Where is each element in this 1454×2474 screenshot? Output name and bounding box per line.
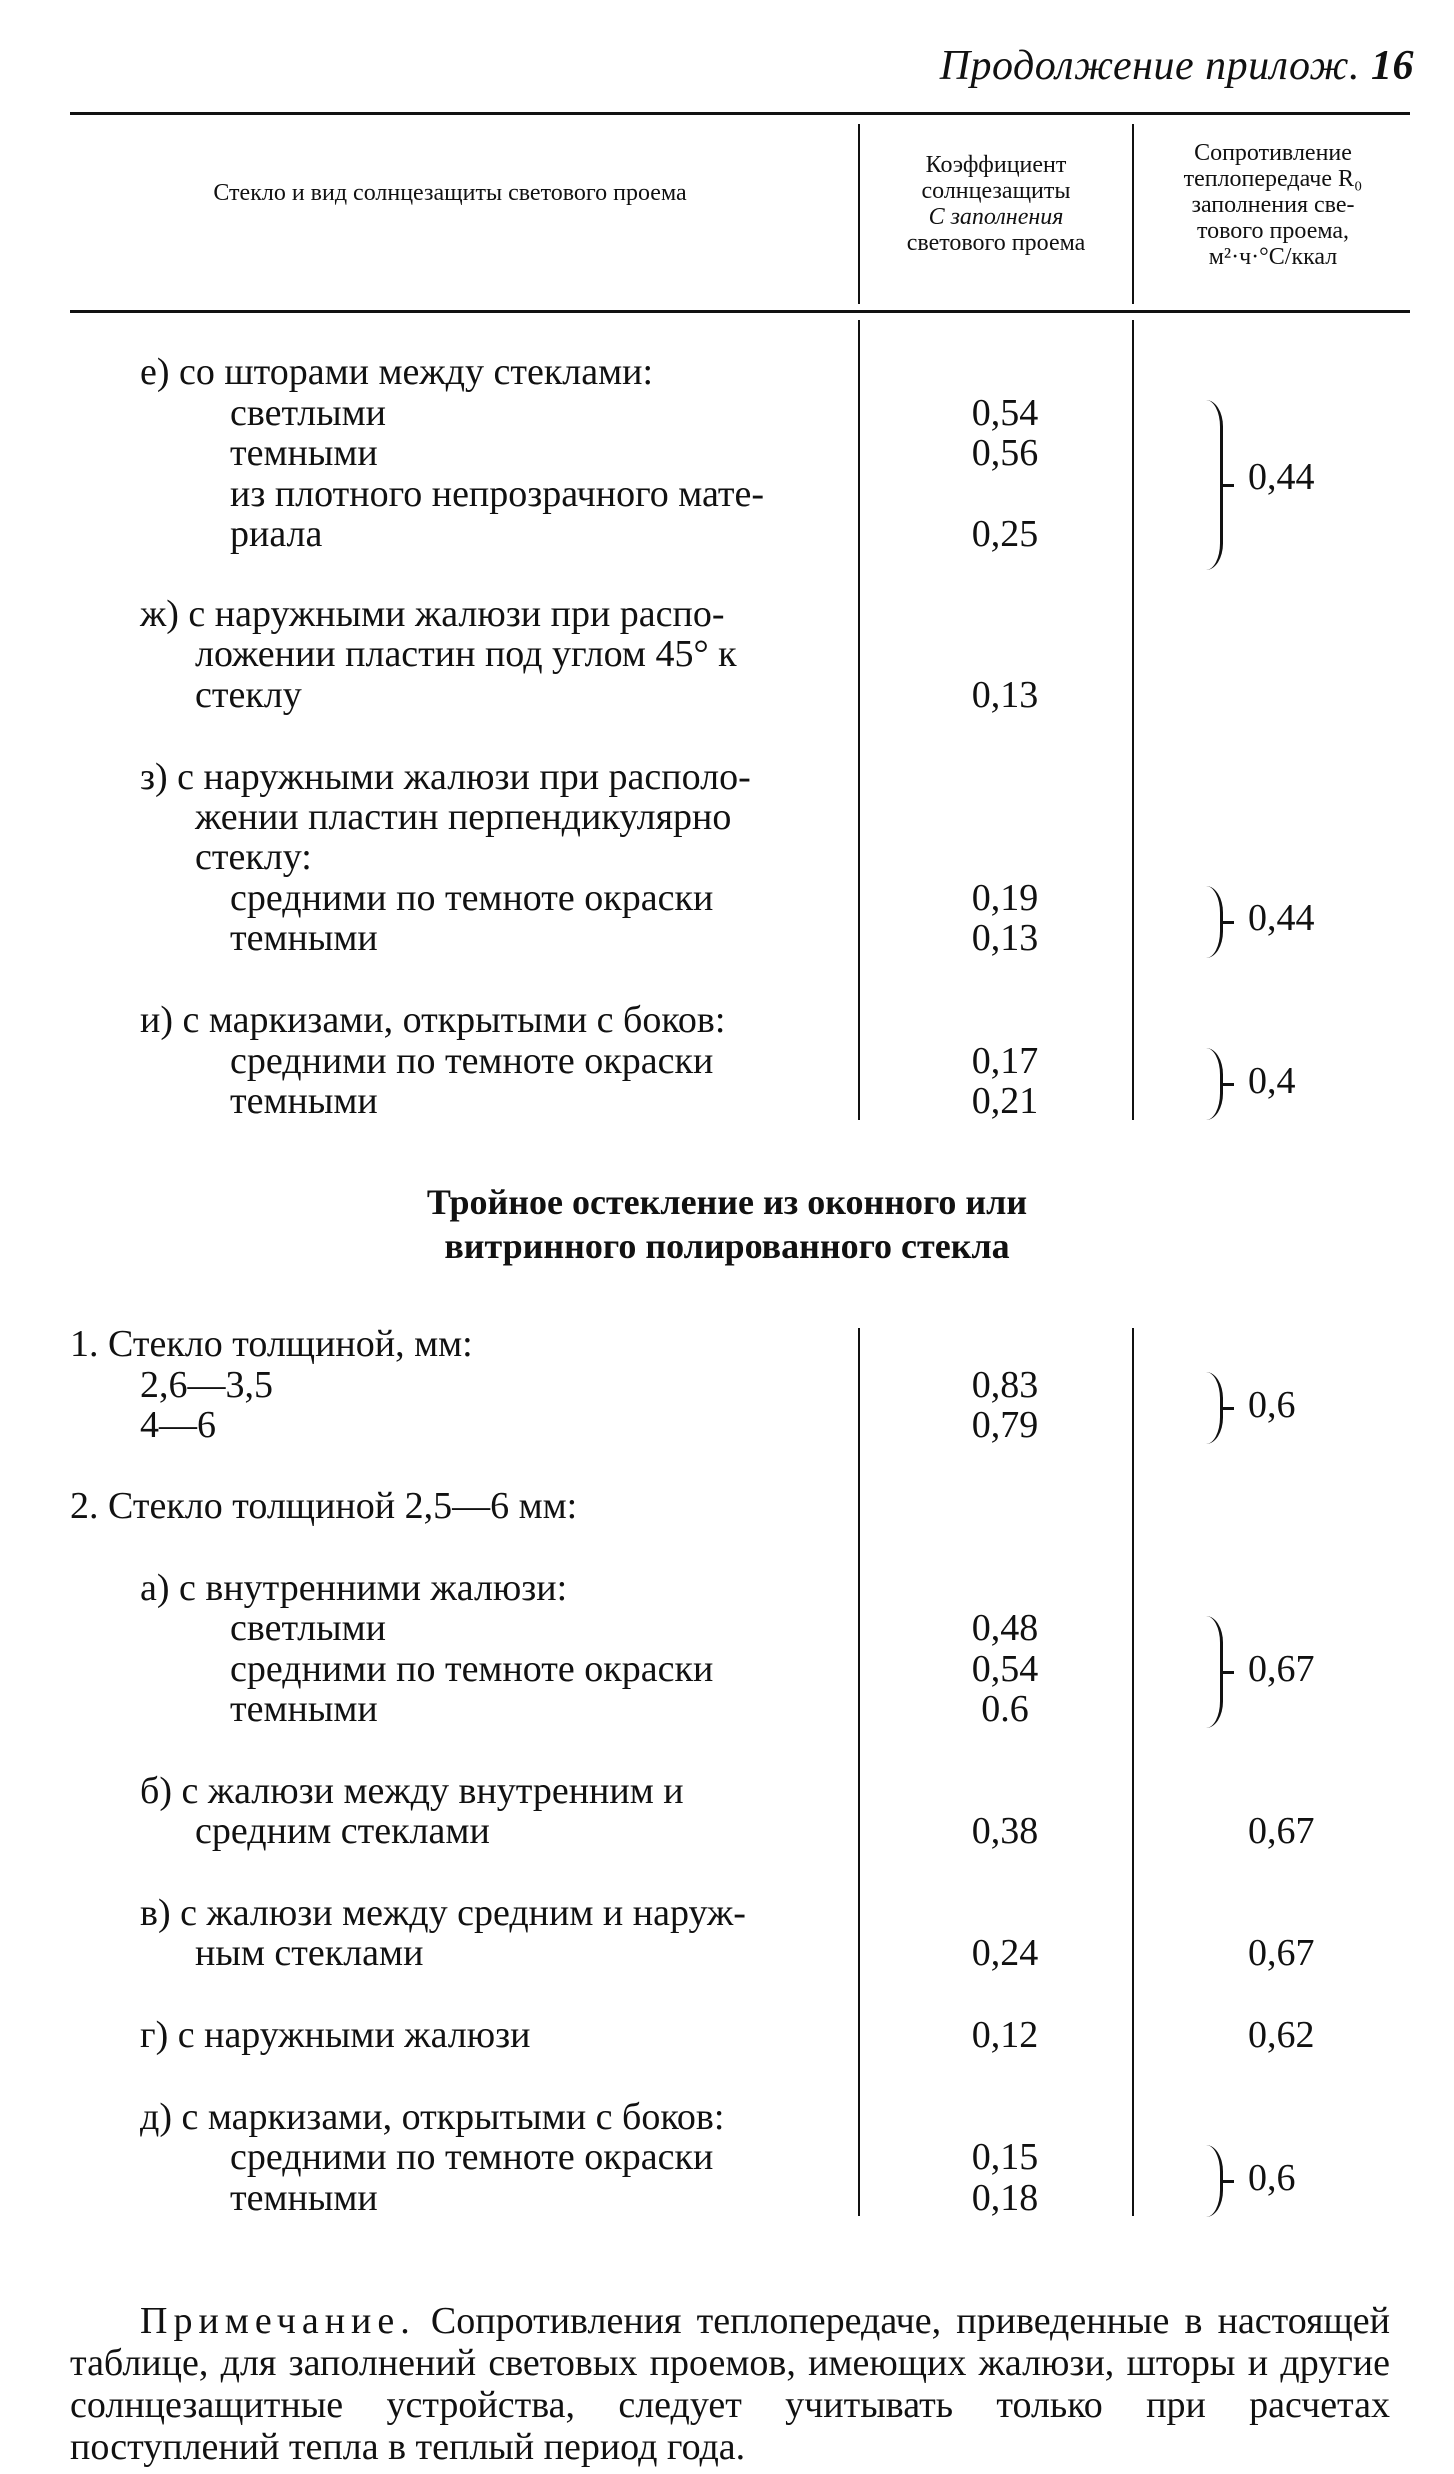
row-z-resistance: 0,44 bbox=[1248, 897, 1315, 939]
header-col2-line1: Коэффициент bbox=[925, 152, 1067, 178]
row-a-item-1: светлыми bbox=[230, 1607, 386, 1649]
row-d-title: д) с маркизами, открытыми с боков: bbox=[140, 2096, 725, 2138]
footnote-text: Сопротивления теплопередаче, приведенные в настоящей таблице, для заполнений световых проемов, имеющих жалюзи, шторы и другие солнцезащитные устройства, следует учитывать только при расчетах поступлений тепла в теплый период года. bbox=[70, 2300, 1390, 2468]
row-i-item-1: средними по темноте окраски bbox=[230, 1040, 714, 1082]
row-1-title: 1. Стекло толщиной, мм: bbox=[70, 1323, 473, 1365]
row-z-value-2: 0,13 bbox=[971, 917, 1039, 959]
header-col3-line3: заполнения све- bbox=[1191, 192, 1355, 218]
row-b-value: 0,38 bbox=[971, 1810, 1039, 1852]
row-d-value-2: 0,18 bbox=[971, 2177, 1039, 2219]
section-title bbox=[0, 1180, 1454, 1268]
section-title-line2: витринного полированного стекла bbox=[444, 1226, 1010, 1266]
row-z-item-1: средними по темноте окраски bbox=[230, 877, 714, 919]
header-col3-line2: теплопередаче R₀ bbox=[1183, 166, 1363, 192]
row-a-item-2: средними по темноте окраски bbox=[230, 1648, 714, 1690]
row-a-item-3: темными bbox=[230, 1688, 378, 1730]
row-v-line-b: ным стеклами bbox=[195, 1932, 424, 1974]
row-e-resistance: 0,44 bbox=[1248, 456, 1315, 498]
row-1-resistance: 0,6 bbox=[1248, 1384, 1296, 1426]
footnote-label: Примечание. bbox=[140, 2300, 416, 2342]
header-col3-line5: м²·ч·°С/ккал bbox=[1208, 244, 1338, 270]
row-v-value: 0,24 bbox=[971, 1932, 1039, 1974]
running-head-text: Продолжение прилож. bbox=[939, 43, 1360, 89]
row-z-line-b: жении пластин перпендикулярно bbox=[195, 796, 732, 838]
section-title-line1: Тройное остекление из оконного или bbox=[426, 1182, 1028, 1222]
row-z-item-2: темными bbox=[230, 917, 378, 959]
running-head-number: 16 bbox=[1371, 43, 1414, 89]
header-col2-line4: светового проема bbox=[906, 230, 1086, 256]
row-d-item-2: темными bbox=[230, 2177, 378, 2219]
running-head bbox=[940, 42, 1414, 90]
row-e-value-1: 0,54 bbox=[971, 392, 1039, 434]
row-z-line-a: з) с наружными жалюзи при располо- bbox=[140, 756, 751, 798]
header-bottom-rule bbox=[70, 310, 1410, 313]
row-1-brace bbox=[1206, 1372, 1223, 1444]
row-g-resistance: 0,62 bbox=[1248, 2014, 1315, 2056]
header-col-divider-1 bbox=[858, 124, 860, 304]
row-a-value-2: 0,54 bbox=[971, 1648, 1039, 1690]
row-g-line-a: г) с наружными жалюзи bbox=[140, 2014, 531, 2056]
header-col-glass-type bbox=[200, 180, 700, 206]
row-i-resistance: 0,4 bbox=[1248, 1060, 1296, 1102]
header-top-rule bbox=[70, 112, 1410, 115]
row-g-value: 0,12 bbox=[971, 2014, 1039, 2056]
row-z-line-c: стеклу: bbox=[195, 836, 312, 878]
header-col-divider-2 bbox=[1132, 124, 1134, 304]
row-zh-line-b: ложении пластин под углом 45° к bbox=[195, 633, 737, 675]
row-d-item-1: средними по темноте окраски bbox=[230, 2136, 714, 2178]
row-zh-line-c: стеклу bbox=[195, 674, 302, 716]
row-1-value-1: 0,83 bbox=[971, 1364, 1039, 1406]
row-i-value-1: 0,17 bbox=[971, 1040, 1039, 1082]
row-e-title: е) со шторами между стеклами: bbox=[140, 351, 654, 393]
header-col2-line3: С заполнения bbox=[928, 204, 1064, 230]
header-col-glass-type-text: Стекло и вид солнцезащиты светового проема bbox=[213, 180, 687, 206]
row-zh-value: 0,13 bbox=[971, 674, 1039, 716]
row-a-title: а) с внутренними жалюзи: bbox=[140, 1567, 568, 1609]
row-d-resistance: 0,6 bbox=[1248, 2157, 1296, 2199]
row-b-line-b: средним стеклами bbox=[195, 1810, 490, 1852]
row-v-line-a: в) с жалюзи между средним и наруж- bbox=[140, 1892, 746, 1934]
block2-col-divider-2 bbox=[1132, 1328, 1134, 2216]
row-v-resistance: 0,67 bbox=[1248, 1932, 1315, 1974]
row-a-value-3: 0.6 bbox=[981, 1688, 1029, 1730]
header-col3-line4: тового проема, bbox=[1196, 218, 1350, 244]
row-b-line-a: б) с жалюзи между внутренним и bbox=[140, 1770, 684, 1812]
block1-col-divider-2 bbox=[1132, 320, 1134, 1120]
row-2-title: 2. Стекло толщиной 2,5—6 мм: bbox=[70, 1485, 578, 1527]
header-col-coefficient bbox=[862, 152, 1130, 256]
row-z-value-1: 0,19 bbox=[971, 877, 1039, 919]
row-1-value-2: 0,79 bbox=[971, 1404, 1039, 1446]
row-1-item-1: 2,6—3,5 bbox=[140, 1364, 273, 1406]
row-i-item-2: темными bbox=[230, 1080, 378, 1122]
row-e-value-3: 0,25 bbox=[971, 513, 1039, 555]
header-col-resistance bbox=[1136, 140, 1410, 270]
row-e-item-3b: риала bbox=[230, 513, 323, 555]
row-b-resistance: 0,67 bbox=[1248, 1810, 1315, 1852]
block2-col-divider-1 bbox=[858, 1328, 860, 2216]
row-d-value-1: 0,15 bbox=[971, 2136, 1039, 2178]
row-1-item-2: 4—6 bbox=[140, 1404, 216, 1446]
row-e-value-2: 0,56 bbox=[971, 432, 1039, 474]
row-e-brace bbox=[1206, 400, 1223, 570]
row-a-brace bbox=[1206, 1616, 1223, 1728]
row-e-item-3a: из плотного непрозрачного мате- bbox=[230, 473, 765, 515]
row-i-value-2: 0,21 bbox=[971, 1080, 1039, 1122]
row-e-item-1: светлыми bbox=[230, 392, 386, 434]
footnote bbox=[70, 2300, 1390, 2468]
row-i-title: и) с маркизами, открытыми с боков: bbox=[140, 999, 726, 1041]
row-z-brace bbox=[1206, 886, 1223, 958]
row-e-item-2: темными bbox=[230, 432, 378, 474]
row-d-brace bbox=[1206, 2145, 1223, 2217]
row-a-value-1: 0,48 bbox=[971, 1607, 1039, 1649]
header-col2-line2: солнцезащиты bbox=[921, 178, 1071, 204]
row-a-resistance: 0,67 bbox=[1248, 1648, 1315, 1690]
header-col3-line1: Сопротивление bbox=[1194, 140, 1352, 166]
row-zh-line-a: ж) с наружными жалюзи при распо- bbox=[140, 593, 725, 635]
block1-col-divider-1 bbox=[858, 320, 860, 1120]
row-i-brace bbox=[1206, 1048, 1223, 1120]
